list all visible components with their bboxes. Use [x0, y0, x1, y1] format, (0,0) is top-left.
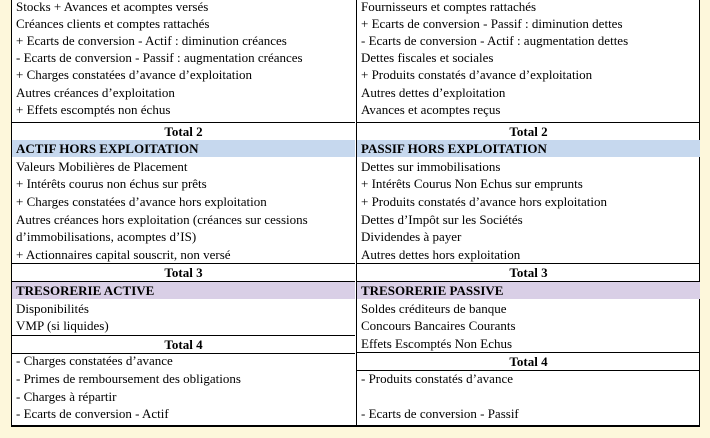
actif-hors-exploitation-line: + Charges constatées d’avance hors exploitation [16, 194, 267, 209]
passif-exploitation-line: - Ecarts de conversion - Actif : augmentation dettes [361, 33, 629, 48]
passif-hors-exploitation-header: PASSIF HORS EXPLOITATION [357, 140, 700, 157]
tresorerie-active-line: VMP (si liquides) [16, 318, 109, 333]
actif-exploitation-line: + Effets escomptés non échus [16, 102, 171, 117]
actif-exploitation-line: Stocks + Avances et acomptes versés [16, 0, 209, 14]
actif-hors-exploitation-header: ACTIF HORS EXPLOITATION [12, 140, 355, 157]
passif-total-3: Total 3 [357, 263, 700, 282]
actif-hors-exploitation-line: d’immobilisations, acomptes d’IS) [16, 229, 197, 244]
passif-adjustment-line: - Ecarts de conversion - Passif [361, 406, 519, 421]
passif-hors-exploitation-line: Dividendes à payer [361, 229, 462, 244]
passif-hors-exploitation-line: Dettes sur immobilisations [361, 159, 501, 174]
actif-hors-exploitation-line: + Intérêts courus non échus sur prêts [16, 176, 207, 191]
passif-hors-exploitation-line: Dettes d’Impôt sur les Sociétés [361, 212, 523, 227]
passif-hors-exploitation-line: + Produits constatés d’avance hors exploitation [361, 194, 607, 209]
actif-adjustment-line: - Charges constatées d’avance [16, 353, 173, 368]
passif-column [356, 0, 700, 425]
actif-adjustment-line: - Charges à répartir [16, 389, 117, 404]
tresorerie-active-line: Disponibilités [16, 301, 89, 316]
actif-exploitation-line: Autres créances d’exploitation [16, 85, 175, 100]
passif-exploitation-line: + Ecarts de conversion - Passif : diminution dettes [361, 16, 623, 31]
passif-hors-exploitation-line: Autres dettes hors exploitation [361, 247, 521, 262]
passif-adjustment-line [357, 388, 700, 405]
actif-exploitation-line: Créances clients et comptes rattachés [16, 16, 210, 31]
passif-exploitation-line: Dettes fiscales et sociales [361, 50, 494, 65]
actif-column [12, 0, 355, 425]
actif-adjustment-line: - Ecarts de conversion - Actif [16, 406, 169, 421]
balance-sheet-table [11, 0, 700, 427]
passif-exploitation-line: Fournisseurs et comptes rattachés [361, 0, 537, 14]
actif-hors-exploitation-line: + Actionnaires capital souscrit, non versé [16, 247, 231, 262]
actif-hors-exploitation-line: Autres créances hors exploitation (créances sur cessions [16, 212, 308, 227]
passif-exploitation-line: Avances et acomptes reçus [361, 102, 501, 117]
actif-adjustment-line: - Primes de remboursement des obligations [16, 371, 241, 386]
tresorerie-active-header: TRESORERIE ACTIVE [12, 282, 355, 299]
actif-total-3: Total 3 [12, 263, 355, 282]
passif-hors-exploitation-line: + Intérêts Courus Non Echus sur emprunts [361, 176, 583, 191]
tresorerie-passive-line: Concours Bancaires Courants [361, 318, 516, 333]
actif-exploitation-line: + Ecarts de conversion - Actif : diminution créances [16, 33, 287, 48]
passif-total-4: Total 4 [357, 352, 700, 371]
tresorerie-passive-header: TRESORERIE PASSIVE [357, 282, 700, 299]
tresorerie-passive-line: Soldes créditeurs de banque [361, 301, 507, 316]
actif-exploitation-line: - Ecarts de conversion - Passif : augmentation créances [16, 50, 303, 65]
passif-total-2: Total 2 [357, 122, 700, 141]
passif-exploitation-line: + Produits constatés d’avance d’exploitation [361, 67, 593, 82]
actif-total-2: Total 2 [12, 122, 355, 141]
tresorerie-passive-line: Effets Escomptés Non Echus [361, 336, 513, 351]
passif-adjustment-line: - Produits constatés d’avance [361, 371, 513, 386]
actif-total-4: Total 4 [12, 335, 355, 354]
passif-exploitation-line: Autres dettes d’exploitation [361, 85, 506, 100]
actif-exploitation-line: + Charges constatées d’avance d’exploitation [16, 67, 252, 82]
actif-hors-exploitation-line: Valeurs Mobilières de Placement [16, 159, 188, 174]
